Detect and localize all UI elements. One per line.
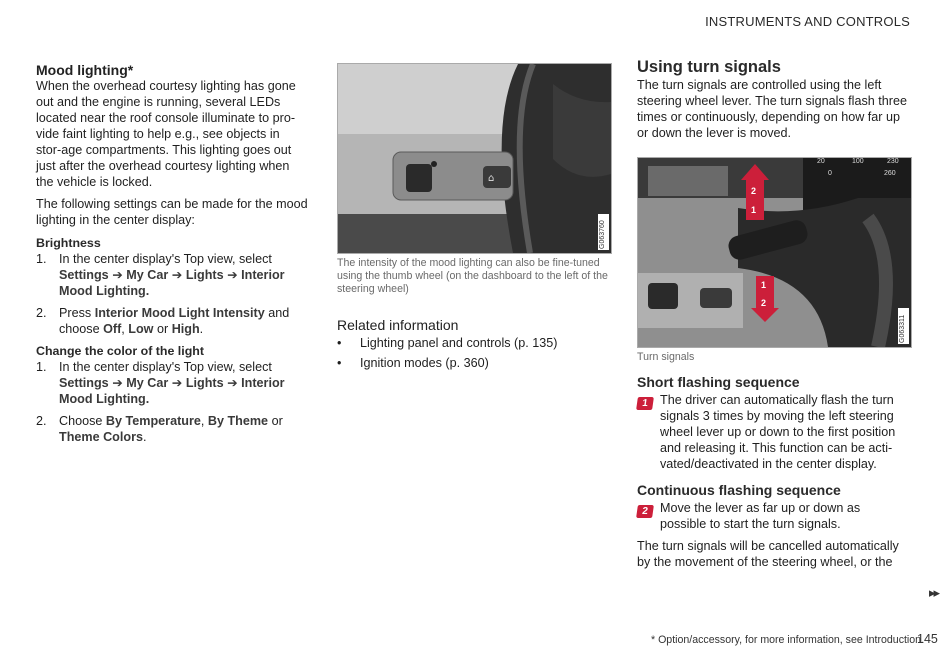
- turn-signals-title: Using turn signals: [637, 58, 781, 76]
- step-text: In the center display's Top view, select: [59, 360, 272, 374]
- related-link-lighting-panel[interactable]: Lighting panel and controls (p. 135): [360, 336, 558, 350]
- section-header: INSTRUMENTS AND CONTROLS: [705, 14, 910, 29]
- settings-text: The following settings can be made for the mood lighting in the center display:: [36, 197, 308, 227]
- gauge-label: 100: [852, 158, 864, 165]
- continuous-sequence-text: Move the lever as far up or down as possible to start the turn signals.: [660, 501, 861, 531]
- brightness-heading: Brightness: [36, 236, 101, 250]
- footnote: * Option/accessory, for more information, see Introduction.: [651, 634, 925, 646]
- brightness-step-2: [36, 305, 308, 337]
- step-number: 1.: [36, 360, 47, 374]
- option-theme-colors: Theme Colors: [59, 430, 143, 444]
- mood-lighting-intro: When the overhead courtesy lighting has gone out and the engine is running, several LEDs located near the roof console illuminate to pro-vide faint lighting to help e.g., see objects in stor-age compartments. This lighting goes out just after the overhead courtesy lighting when the vehicle is locked.: [36, 79, 296, 189]
- step-text: and choose: [59, 306, 290, 336]
- step-text: or: [153, 322, 172, 336]
- gauge-label: 230: [887, 158, 899, 165]
- arrow-marker: 1: [751, 205, 757, 215]
- photo-code-box: [898, 308, 909, 344]
- gauge-label: 0: [828, 170, 832, 177]
- path-interior-mood-lighting: Interior Mood Lighting.: [59, 376, 285, 406]
- path-my-car: My Car: [126, 268, 169, 282]
- short-sequence-text: The driver can automatically flash the turn signals 3 times by moving the left steering wheel lever up or down to the first position and releasing it. This function can be acti-vated/deactivated in the center display.: [660, 393, 896, 471]
- bullet-icon: •: [337, 336, 342, 350]
- step-text: Choose: [59, 414, 106, 428]
- turn-signals-intro: The turn signals are controlled using the left steering wheel lever. The turn signals flash three times or continuously, depending on how far up or down the lever is moved.: [637, 78, 907, 140]
- arrow-right-icon: ➔: [171, 376, 183, 390]
- option-off: Off: [103, 322, 122, 336]
- mood-lighting-photo: [337, 63, 612, 254]
- step-text: or: [268, 414, 283, 428]
- path-lights: Lights: [185, 376, 224, 390]
- option-low: Low: [128, 322, 154, 336]
- svg-text:⌂: ⌂: [488, 173, 495, 184]
- option-intensity: Interior Mood Light Intensity: [94, 306, 265, 320]
- related-heading: Related information: [337, 317, 459, 333]
- menu-path: [59, 376, 285, 406]
- path-lights: Lights: [185, 268, 224, 282]
- turn-signals-caption: Turn signals: [637, 351, 695, 363]
- related-section: [337, 317, 612, 371]
- arrow-marker: 2: [751, 186, 757, 196]
- photo-caption: The intensity of the mood lighting can also be fine-tuned using the thumb wheel (on the dashboard to the left of the steering wheel): [337, 257, 608, 295]
- step-text: .: [142, 430, 147, 444]
- cancel-text: The turn signals will be cancelled automatically by the movement of the steering wheel, or the: [637, 539, 899, 569]
- arrow-marker: 1: [761, 280, 767, 290]
- color-step-2: [36, 413, 308, 445]
- gauge-label: 260: [884, 170, 896, 177]
- brightness-step-1: [36, 251, 308, 299]
- step-text: ,: [121, 322, 129, 336]
- bullet-icon: •: [337, 356, 342, 370]
- badge-number: 2: [636, 505, 654, 518]
- photo-code: G063311: [899, 314, 906, 343]
- short-sequence-item: [637, 392, 909, 472]
- arrow-right-icon: ➔: [171, 268, 183, 282]
- related-item: [337, 335, 612, 351]
- related-item: [337, 355, 612, 371]
- photo-code-box: [598, 214, 609, 250]
- related-link-ignition-modes[interactable]: Ignition modes (p. 360): [360, 356, 489, 370]
- arrow-right-icon: ➔: [227, 376, 238, 390]
- number-badge-icon: [637, 392, 660, 472]
- step-number: 2.: [36, 306, 47, 320]
- path-settings: Settings: [59, 376, 109, 390]
- arrow-marker: 2: [761, 298, 767, 308]
- color-heading: Change the color of the light: [36, 344, 204, 358]
- page-number: 145: [917, 632, 938, 646]
- step-text: .: [199, 322, 204, 336]
- step-text: Press: [59, 306, 95, 320]
- number-badge-icon: [637, 500, 660, 532]
- continuous-sequence-heading: Continuous flashing sequence: [637, 482, 841, 498]
- path-settings: Settings: [59, 268, 109, 282]
- option-by-theme: By Theme: [207, 414, 269, 428]
- path-interior-mood-lighting: Interior Mood Lighting.: [59, 268, 285, 298]
- arrow-right-icon: ➔: [227, 268, 238, 282]
- continuous-sequence-item: [637, 500, 909, 532]
- mood-lighting-title: Mood lighting*: [36, 62, 134, 78]
- turn-signals-photo: [637, 157, 912, 348]
- photo-code: G063760: [599, 220, 606, 249]
- left-column: [36, 62, 308, 445]
- right-column-bottom: [637, 374, 909, 570]
- arrow-right-icon: ➔: [112, 376, 123, 390]
- forward-nav-icon[interactable]: ▸▸: [928, 585, 938, 600]
- step-text: ,: [200, 414, 208, 428]
- arrow-right-icon: ➔: [112, 268, 123, 282]
- gauge-label: 20: [817, 158, 825, 165]
- step-text: In the center display's Top view, select: [59, 252, 272, 266]
- color-step-1: [36, 359, 308, 407]
- right-column-top: [637, 59, 909, 141]
- short-sequence-heading: Short flashing sequence: [637, 374, 800, 390]
- step-number: 1.: [36, 252, 47, 266]
- badge-number: 1: [636, 397, 654, 410]
- menu-path: [59, 268, 285, 298]
- option-high: High: [171, 322, 200, 336]
- path-my-car: My Car: [126, 376, 169, 390]
- option-by-temperature: By Temperature: [105, 414, 201, 428]
- step-number: 2.: [36, 414, 47, 428]
